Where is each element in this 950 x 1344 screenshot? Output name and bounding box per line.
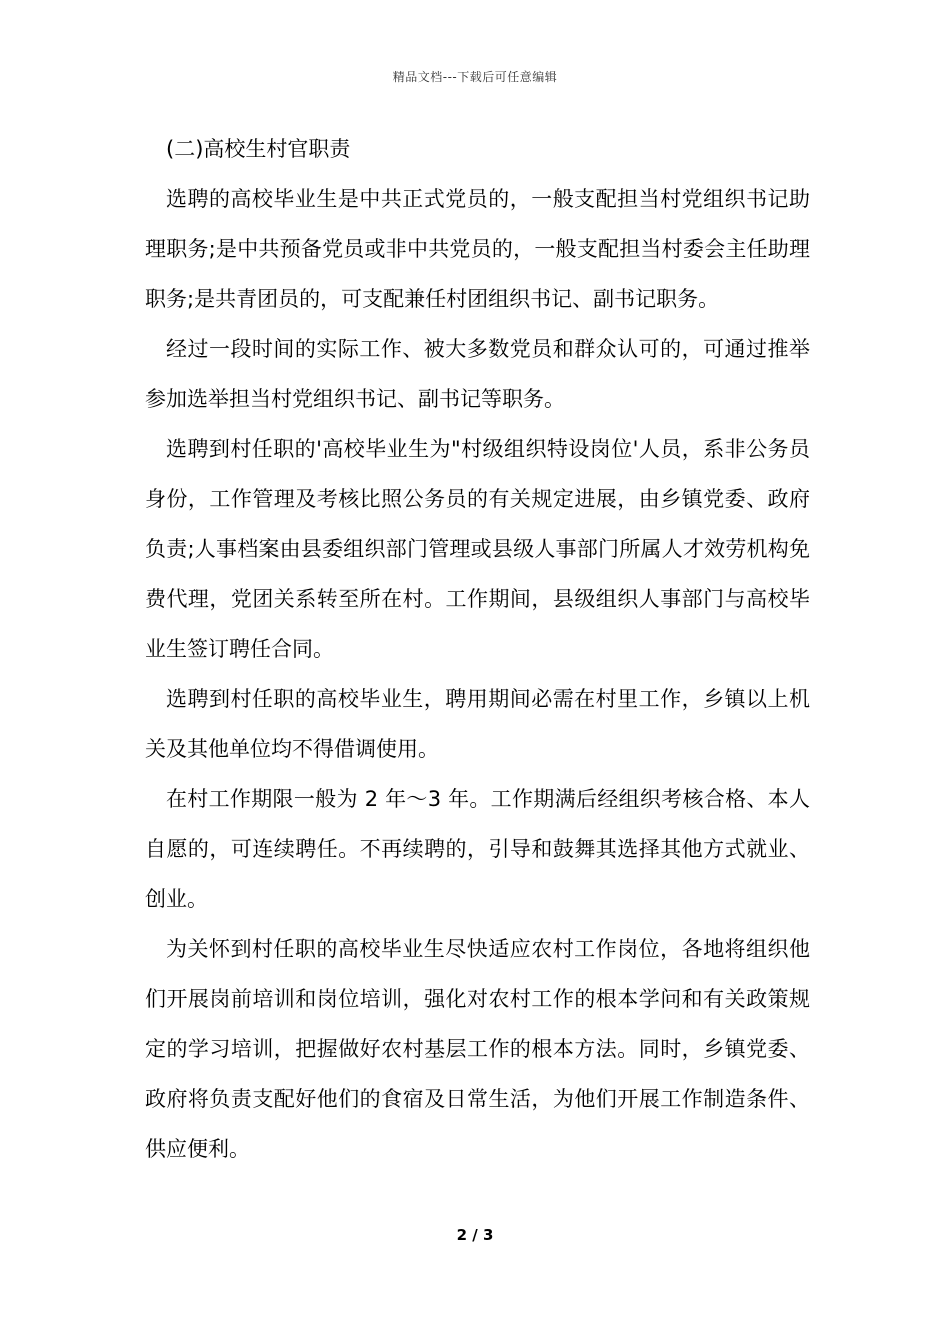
paragraph-4: 选聘到村任职的高校毕业生，聘用期间必需在村里工作，乡镇以上机关及其他单位均不得借调使用。 (145, 687, 810, 761)
page-number: 2 / 3 (456, 1226, 494, 1244)
header-note: 精品文档---下载后可任意编辑 (392, 70, 558, 84)
paragraph-6: 为关怀到村任职的高校毕业生尽快适应农村工作岗位，各地将组织他们开展岗前培训和岗位培训，强化对农村工作的根本学问和有关政策规定的学习培训，把握做好农村基层工作的根本方法。同时，乡镇党委、政府将负责支配好他们的食宿及日常生活，为他们开展工作制造条件、供应便利。 (145, 937, 810, 1161)
paragraph-3: 选聘到村任职的'高校毕业生为"村级组织特设岗位'人员，系非公务员身份，工作管理及考核比照公务员的有关规定进展，由乡镇党委、政府负责;人事档案由县委组织部门管理或县级人事部门所属人才效劳机构免费代理，党团关系转至所在村。工作期间，县级组织人事部门与高校毕业生签订聘任合同。 (145, 437, 810, 661)
section-heading: (二)高校生村官职责 (166, 137, 351, 161)
document-body (145, 124, 810, 1174)
paragraph-2: 经过一段时间的实际工作、被大多数党员和群众认可的，可通过推举参加选举担当村党组织书记、副书记等职务。 (145, 337, 810, 411)
paragraph-1: 选聘的高校毕业生是中共正式党员的，一般支配担当村党组织书记助理职务;是中共预备党员或非中共党员的，一般支配担当村委会主任助理职务;是共青团员的，可支配兼任村团组织书记、副书记职务。 (145, 187, 810, 311)
paragraph-5: 在村工作期限一般为 2 年～3 年。工作期满后经组织考核合格、本人自愿的，可连续聘任。不再续聘的，引导和鼓舞其选择其他方式就业、创业。 (145, 787, 810, 911)
